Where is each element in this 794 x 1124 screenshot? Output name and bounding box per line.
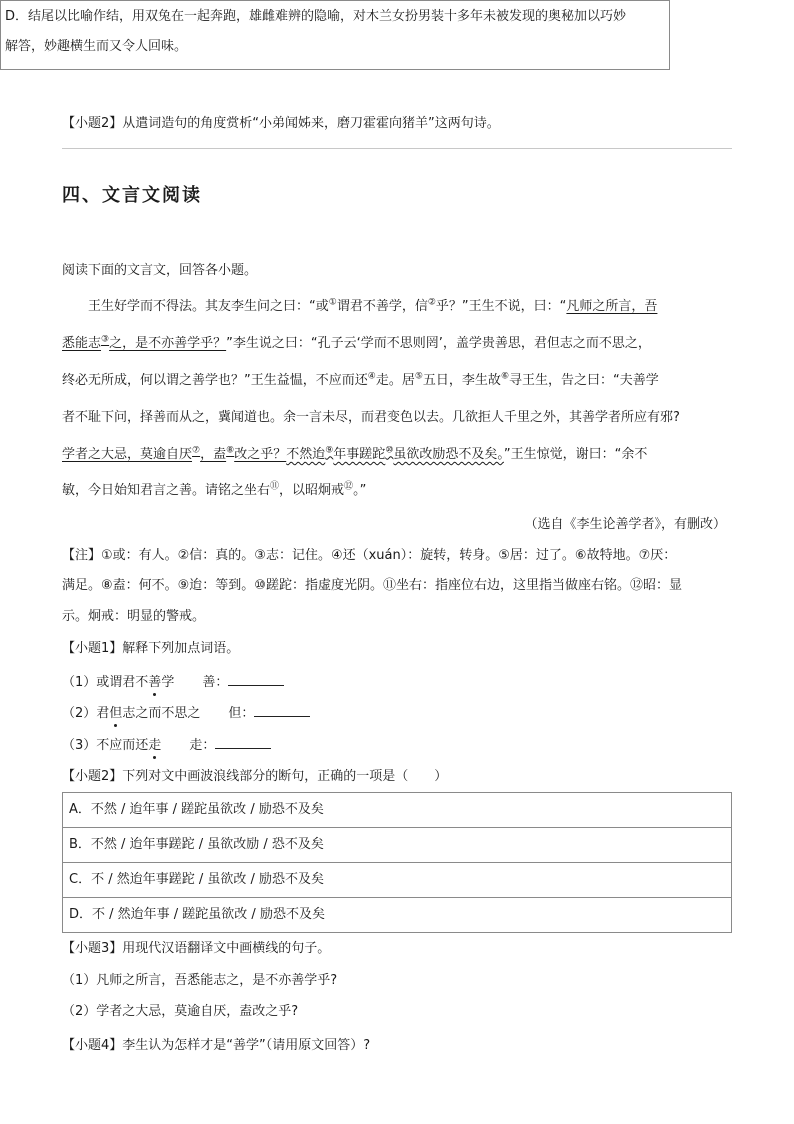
note-ref-1: ①	[328, 297, 337, 308]
note-ref-11: ⑪	[270, 481, 280, 492]
text-segment: 终必无所成，何以谓之善学也？”王生益愠，不应而还	[62, 373, 368, 388]
q2-option-c[interactable]: C．不 / 然迨年事蹉跎 / 虽欲改 / 励恐不及矣	[62, 862, 732, 898]
text-segment: ，以昭炯戒	[279, 483, 345, 498]
notes-line-2: 满足。⑧盍：何不。⑨迨：等到。⑩蹉跎：指虚度光阴。⑪坐右：指座位右边，这里指当做座右铭。⑫昭：显	[62, 578, 682, 593]
note-ref-12: ⑫	[344, 481, 354, 492]
answer-label: 但：	[228, 706, 255, 721]
note-ref-5: ⑤	[414, 371, 423, 382]
q2-option-b[interactable]: B．不然 / 迨年事蹉跎 / 虽欲改励 / 恐不及矣	[62, 827, 732, 863]
passage-line-6	[62, 481, 734, 501]
note-ref-8: ⑧	[226, 445, 235, 456]
notes-line-3: 示。炯戒：明显的警戒。	[62, 609, 206, 624]
note-ref-2: ②	[427, 297, 436, 308]
text-segment: 乎？”王生不说，曰：“	[435, 299, 567, 314]
answer-blank[interactable]	[215, 736, 271, 749]
q1-item-1	[62, 673, 284, 693]
option-d-line2: 解答，妙趣横生而又令人回味。	[5, 39, 188, 54]
passage-line-5	[62, 445, 734, 465]
passage-line-3	[62, 371, 734, 391]
text-segment: 走。居	[375, 373, 415, 388]
underlined-sentence-2: 改之乎？	[234, 447, 287, 462]
passage-source: （选自《李生论善学者》，有删改）	[524, 517, 726, 532]
wavy-segment: 虽欲改励恐不及矣。	[393, 447, 504, 462]
text-segment: 谓君不善学，信	[336, 299, 428, 314]
passage-line-2	[62, 334, 734, 354]
note-ref-4: ④	[367, 371, 376, 382]
item-number: （3）	[62, 738, 97, 753]
option-d-box	[0, 0, 670, 70]
note-ref-9: ⑨	[325, 445, 334, 456]
q4-title: 【小题4】李生认为怎样才是“善学”（请用原文回答）?	[62, 1038, 371, 1053]
passage-line-1	[62, 297, 760, 317]
text-segment: 王生好学而不得法。其友李生问之曰：“或	[88, 299, 329, 314]
note-ref-7: ⑦	[192, 445, 201, 456]
item-text: 不应而还	[96, 738, 149, 753]
section-heading: 四、文言文阅读	[62, 185, 202, 206]
text-segment: ”王生惊觉，谢曰：“余不	[503, 447, 648, 462]
text-segment: 寻王生，告之曰：“夫善学	[509, 373, 659, 388]
underlined-sentence-1: 之，是不亦善学乎？	[109, 336, 227, 351]
answer-blank[interactable]	[228, 673, 284, 686]
item-text: 学	[161, 675, 175, 690]
text-segment: ”李生说之曰：“孔子云‘学而不思则罔’，盖学贵善思，君但志之而不思之，	[226, 336, 651, 351]
dotted-word: 但	[109, 706, 123, 721]
item-number: （2）	[62, 706, 97, 721]
wavy-segment: 不然迨	[286, 447, 326, 462]
note-ref-3: ③	[101, 334, 110, 345]
q1-item-2	[62, 704, 310, 724]
underlined-sentence-2: 学者之大忌，莫逾自厌	[62, 447, 193, 462]
answer-blank[interactable]	[254, 704, 310, 717]
dotted-word: 善	[148, 675, 162, 690]
option-d-line1: D．结尾以比喻作结，用双兔在一起奔跑，雄雌难辨的隐喻，对木兰女扮男装十多年未被发现的奥秘加以巧妙	[5, 9, 627, 24]
prev-question-2: 【小题2】从遣词造句的角度赏析“小弟闻姊来，磨刀霍霍向猪羊”这两句诗。	[62, 116, 500, 131]
q3-sentence-2: （2）学者之大忌，莫逾自厌，盍改之乎?	[62, 1004, 299, 1019]
text-segment: 五日，李生故	[422, 373, 501, 388]
text-segment: 敏，今日始知君言之善。请铭之坐右	[62, 483, 271, 498]
underlined-sentence-1: 凡师之所言，吾	[566, 299, 658, 314]
note-ref-6: ⑥	[500, 371, 510, 382]
q1-item-3	[62, 736, 271, 756]
q3-title: 【小题3】用现代汉语翻译文中画横线的句子。	[62, 941, 331, 956]
answer-label: 走：	[189, 738, 216, 753]
item-text: 志之而不思之	[122, 706, 201, 721]
underlined-sentence-1: 悉能志	[62, 336, 102, 351]
q3-sentence-1: （1）凡师之所言，吾悉能志之，是不亦善学乎?	[62, 973, 338, 988]
text-segment: 。”	[353, 483, 367, 498]
answer-label: 善：	[202, 675, 229, 690]
q2-title: 【小题2】下列对文中画波浪线部分的断句，正确的一项是（ ）	[62, 769, 448, 784]
q1-title: 【小题1】解释下列加点词语。	[62, 641, 240, 656]
q2-option-a[interactable]: A．不然 / 迨年事 / 蹉跎虽欲改 / 励恐不及矣	[62, 792, 732, 828]
section-divider	[62, 148, 732, 149]
item-text: 或谓君不	[96, 675, 149, 690]
note-ref-10: ⑩	[385, 445, 394, 456]
notes-line-1: 【注】①或：有人。②信：真的。③志：记住。④还（xuán）：旋转，转身。⑤居：过了。⑥故特地。⑦厌：	[62, 548, 677, 563]
underlined-sentence-2: ，盍	[200, 447, 227, 462]
wavy-segment: 年事蹉跎	[333, 447, 386, 462]
item-text: 君	[96, 706, 110, 721]
item-number: （1）	[62, 675, 97, 690]
instruction: 阅读下面的文言文，回答各小题。	[62, 263, 258, 278]
dotted-word: 走	[148, 738, 162, 753]
passage-line-4: 者不耻下问，择善而从之，冀闻道也。余一言未尽，而君变色以去。几欲拒人千里之外，其善学者所应有邪?	[62, 410, 680, 425]
q2-option-d[interactable]: D．不 / 然迨年事 / 蹉跎虽欲改 / 励恐不及矣	[62, 897, 732, 933]
